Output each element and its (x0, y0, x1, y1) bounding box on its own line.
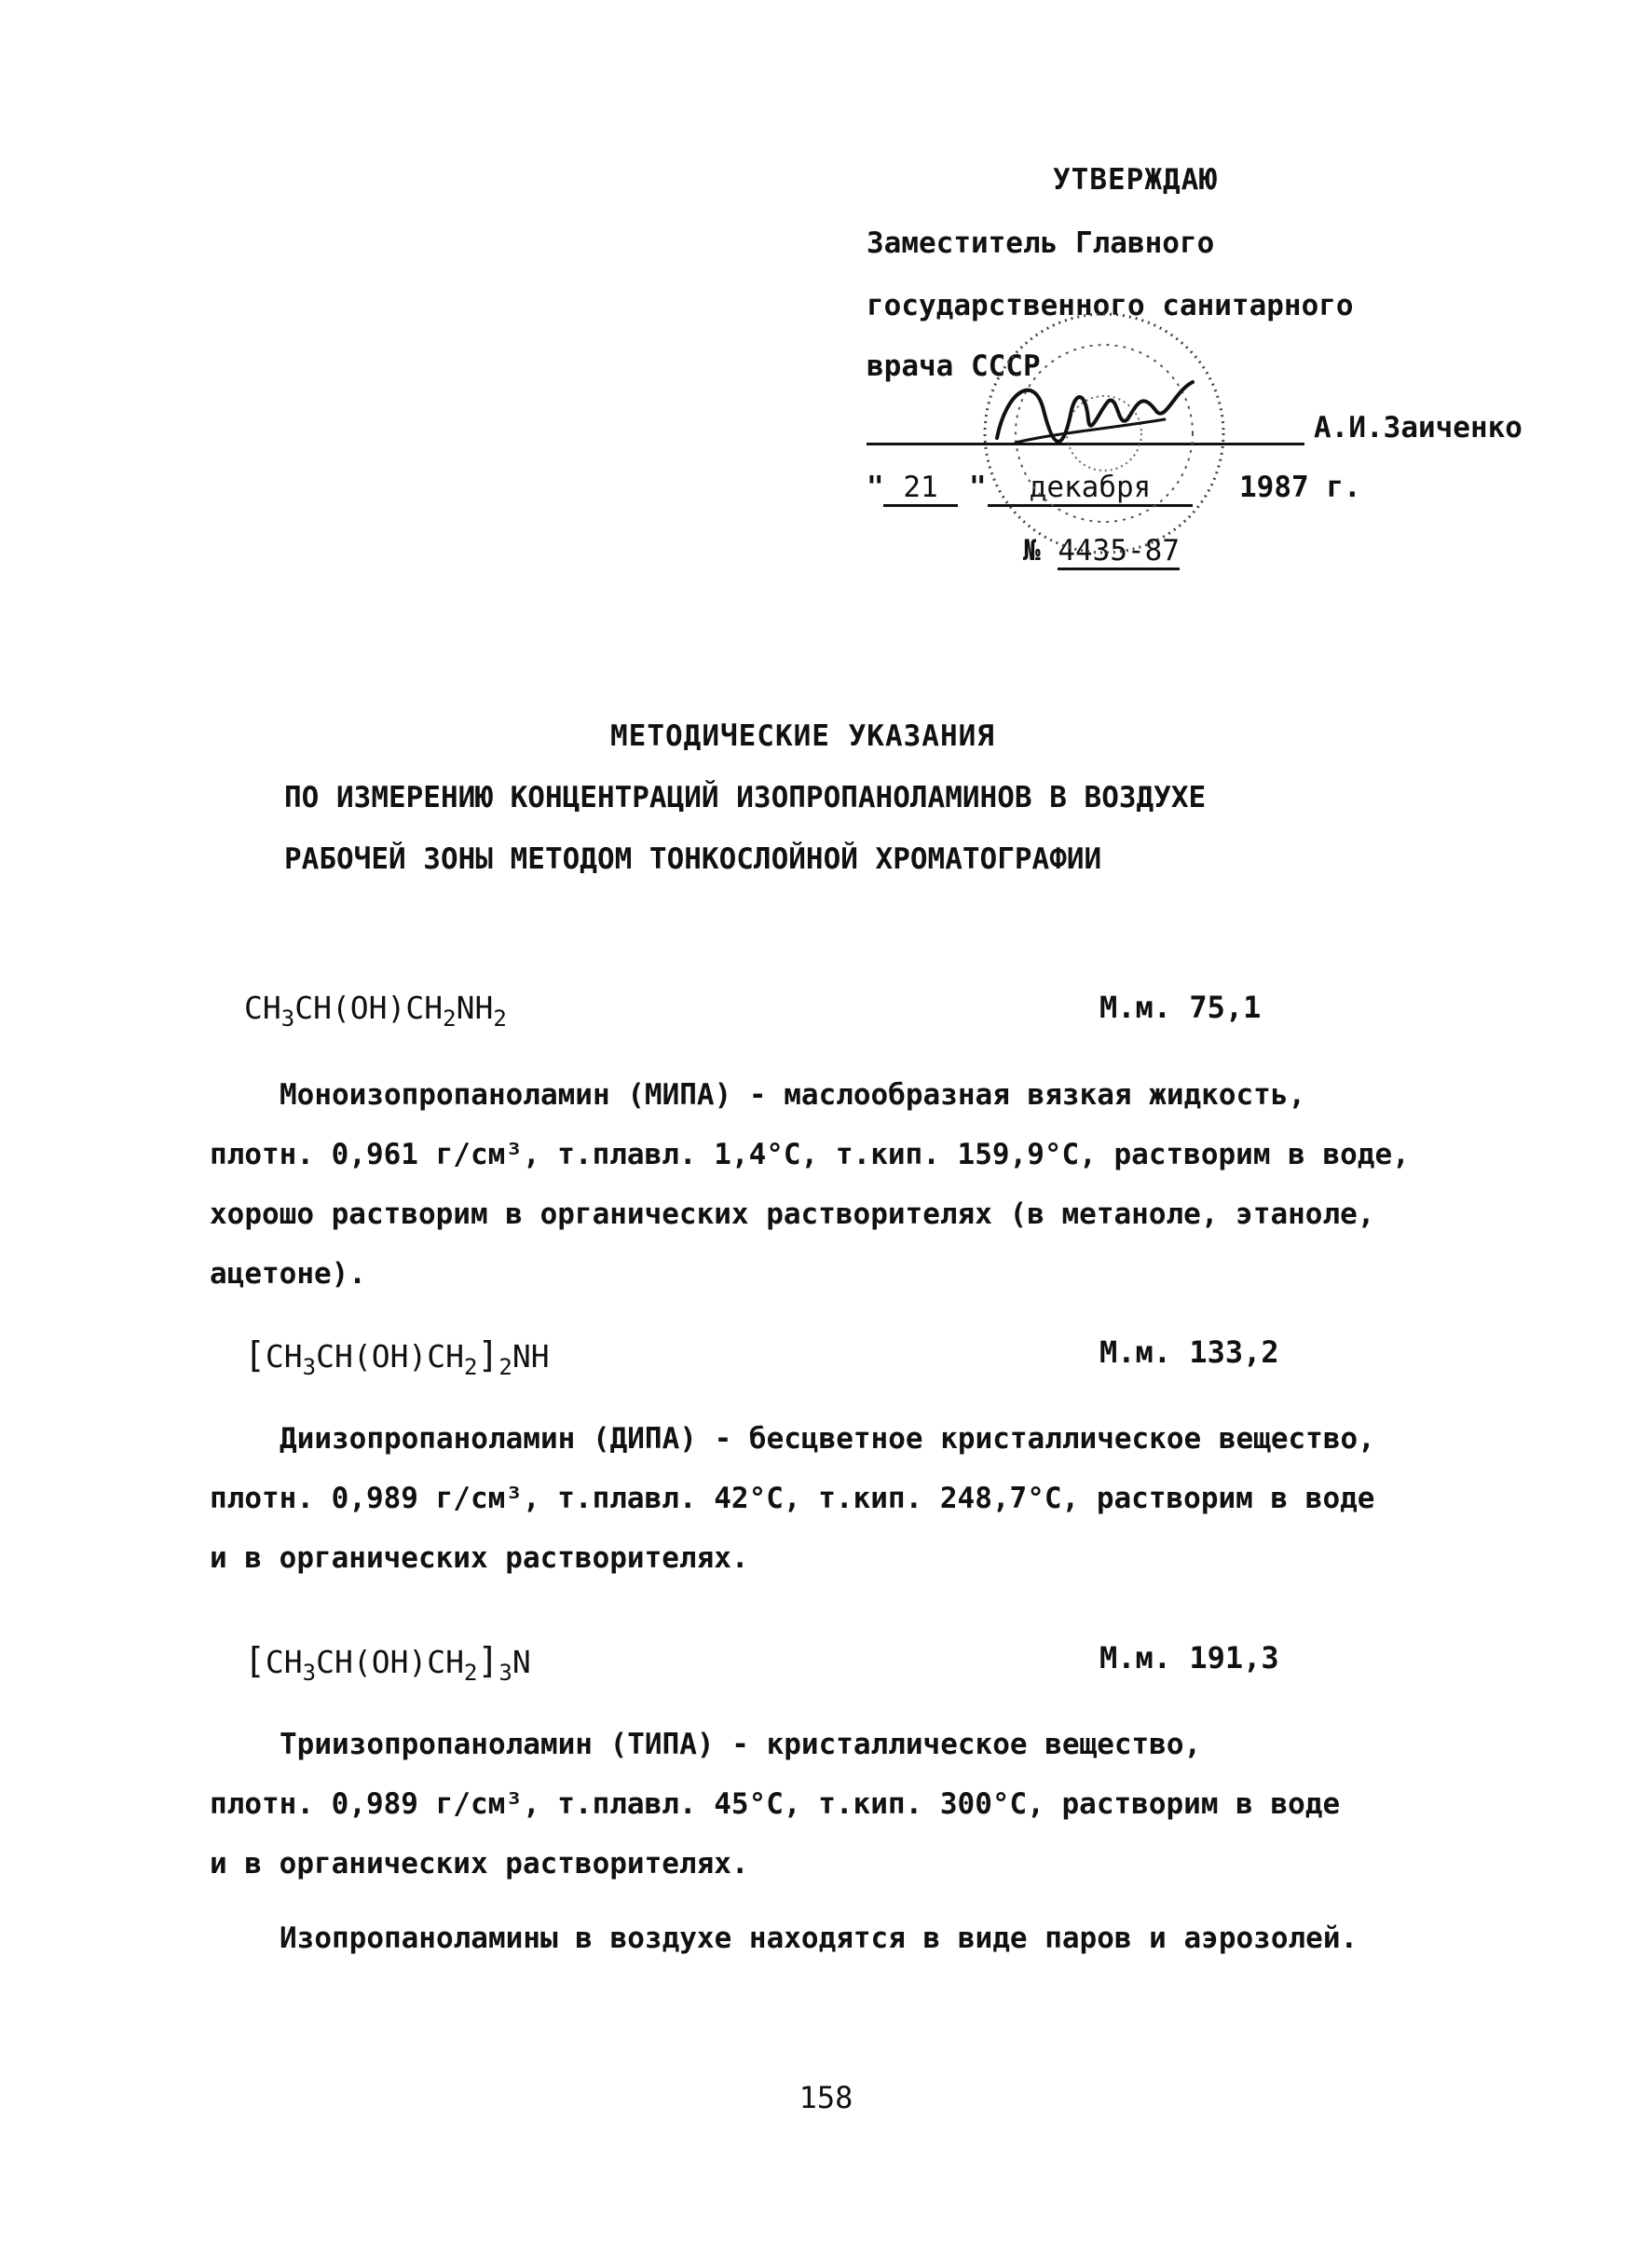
description-tipa (210, 1715, 1495, 1894)
page-number: 158 (799, 2080, 853, 2115)
description-line: и в органических растворителях. (210, 1847, 749, 1881)
date-year: 1987 г. (1239, 471, 1361, 504)
description-line: ацетоне). (210, 1257, 366, 1291)
date-quote-close: " (969, 471, 987, 504)
signer-name: А.И.Заиченко (1314, 411, 1522, 445)
description-mipa (210, 1065, 1495, 1304)
description-line: хорошо растворим в органических растворителях (в метаноле, этаноле, (210, 1197, 1375, 1231)
approval-position-line-3: врача СССР (867, 349, 1041, 383)
description-line: плотн. 0,989 г/см³, т.плавл. 45°С, т.кип. 300°С, растворим в воде (210, 1787, 1341, 1821)
description-dipa (210, 1409, 1495, 1588)
description-line: Моноизопропаноламин (МИПА) - маслообразная вязкая жидкость, (280, 1078, 1306, 1112)
date-quote-open: " (867, 471, 884, 504)
number-value: 4435-87 (1058, 534, 1180, 570)
molar-mass-mipa: М.м. 75,1 (1099, 990, 1262, 1025)
description-line: Триизопропаноламин (ТИПА) - кристаллическое вещество, (280, 1728, 1202, 1761)
molar-mass-dipa: М.м. 133,2 (1099, 1334, 1279, 1370)
handwritten-signature (978, 354, 1202, 466)
description-line: плотн. 0,961 г/см³, т.плавл. 1,4°С, т.кип. 159,9°С, растворим в воде, (210, 1138, 1410, 1171)
approval-heading: УТВЕРЖДАЮ (1053, 163, 1218, 197)
description-line: и в органических растворителях. (210, 1541, 749, 1575)
description-line: плотн. 0,989 г/см³, т.плавл. 42°С, т.кип. 248,7°С, растворим в воде (210, 1482, 1375, 1515)
title-line-2: ПО ИЗМЕРЕНИЮ КОНЦЕНТРАЦИЙ ИЗОПРОПАНОЛАМИНОВ В ВОЗДУХЕ (284, 781, 1207, 814)
title-line-1: МЕТОДИЧЕСКИЕ УКАЗАНИЯ (610, 719, 995, 753)
formula-dipa: $[CH_3CH(OH)CH_2]_2NH$ (244, 1334, 550, 1380)
formula-mipa: $CH_3CH(OH)CH_2NH_2$ (244, 990, 507, 1032)
description-line: Диизопропаноламин (ДИПА) - бесцветное кристаллическое вещество, (280, 1422, 1375, 1456)
approval-position-line-1: Заместитель Главного (867, 226, 1215, 260)
closing-statement: Изопропаноламины в воздухе находятся в виде паров и аэрозолей. (280, 1922, 1358, 1955)
title-line-3: РАБОЧЕЙ ЗОНЫ МЕТОДОМ ТОНКОСЛОЙНОЙ ХРОМАТОГРАФИИ (284, 842, 1102, 876)
date-month: декабря (988, 471, 1193, 507)
molar-mass-tipa: М.м. 191,3 (1099, 1640, 1279, 1676)
number-prefix: № (1023, 534, 1041, 568)
formula-tipa: $[CH_3CH(OH)CH_2]_3N$ (244, 1640, 531, 1686)
date-day: 21 (883, 471, 958, 507)
approval-position-line-2: государственного санитарного (867, 289, 1354, 322)
